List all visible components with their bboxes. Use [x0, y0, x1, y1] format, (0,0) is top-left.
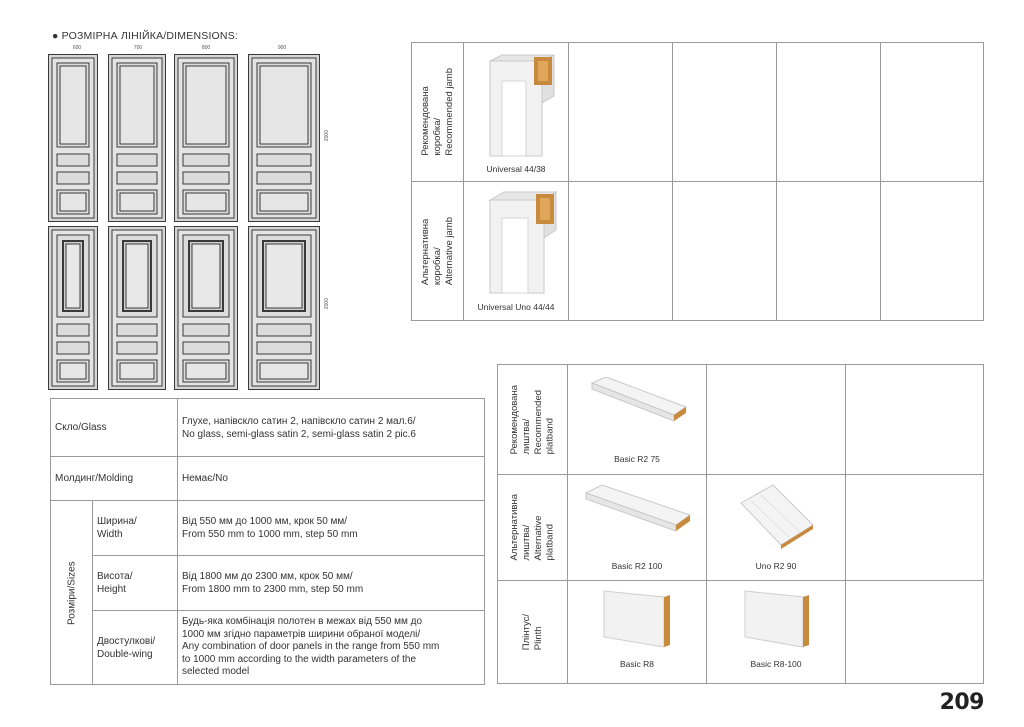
- plinth-basic-r8-image: [600, 587, 676, 651]
- glass-value-en: No glass, semi-glass satin 2, semi-glass satin 2 pic.6: [182, 428, 416, 440]
- molding-row: [51, 457, 485, 501]
- recommended-jamb-label-line-3: Recommended jamb: [443, 68, 455, 156]
- height-label: [93, 556, 178, 611]
- double-wing-label: [93, 611, 178, 685]
- height-label-top: 2000: [324, 130, 330, 142]
- jamb-empty-cell: [569, 182, 673, 321]
- recommended-platband-label-line-4: platband: [544, 417, 556, 455]
- page-number: 209: [939, 690, 984, 715]
- recommended-jamb-label-line-2: коробка/: [431, 117, 443, 156]
- recommended-platband-name: Basic R2 75: [614, 454, 660, 464]
- door-glass-drawing-900: [248, 226, 320, 390]
- door-drawing-900: [248, 54, 320, 222]
- height-label-ua: Висота/: [97, 571, 133, 582]
- jamb-empty-cell: [777, 43, 881, 182]
- recommended-jamb-label: [412, 43, 464, 182]
- glass-label: Скло/Glass: [51, 399, 178, 457]
- plinth-label: [498, 581, 568, 684]
- alternative-platband-name-2: Uno R2 90: [755, 561, 797, 571]
- alternative-platband-label-line-2: лиштва/: [520, 525, 532, 561]
- height-label-bottom: 2000: [324, 298, 330, 310]
- jamb-empty-cell: [881, 43, 984, 182]
- recommended-platband-label-line-2: лиштва/: [520, 418, 532, 455]
- jamb-empty-cell: [569, 43, 673, 182]
- width-row: [51, 501, 485, 556]
- recommended-jamb-row: [412, 43, 984, 182]
- sizes-label: Розміри/Sizes: [51, 501, 93, 685]
- alternative-jamb-cell: [464, 182, 569, 321]
- alternative-platband-cell-2: [707, 475, 846, 581]
- double-wing-value-line-5: selected model: [182, 666, 250, 678]
- alternative-platband-label: [498, 475, 568, 581]
- recommended-jamb-cell: [464, 43, 569, 182]
- width-label-800: 800: [201, 45, 211, 51]
- alternative-platband-cell-1: [568, 475, 707, 581]
- jamb-universal-image: [482, 51, 562, 161]
- door-glass-drawing-800: [174, 226, 238, 390]
- width-label-700: 700: [133, 45, 143, 51]
- plinth-label-line-2: Plinth: [532, 626, 544, 651]
- double-wing-value-line-3: Any combination of door panels in the range from 550 mm: [182, 641, 440, 653]
- glass-value-ua: Глухе, напівскло сатин 2, напівскло сатин 2 мал.6/: [182, 415, 416, 427]
- width-label: [93, 501, 178, 556]
- dimensions-title: ● РОЗМІРНА ЛІНІЙКА/DIMENSIONS:: [52, 30, 239, 42]
- platband-basic-r2-75-image: [588, 377, 688, 433]
- jamb-empty-cell: [881, 182, 984, 321]
- width-label-900: 900: [277, 45, 287, 51]
- alternative-jamb-label-line-3: Alternative jamb: [443, 216, 455, 286]
- platband-empty-cell: [846, 475, 984, 581]
- door-glass-drawing-600: [48, 226, 98, 390]
- recommended-platband-label-line-1: Рекомендована: [508, 384, 520, 455]
- door-drawing-600: [48, 54, 98, 222]
- specifications-table: [50, 398, 485, 685]
- jamb-empty-cell: [777, 182, 881, 321]
- plinth-label-line-1: Плінтус/: [520, 613, 532, 651]
- alternative-platband-row: [498, 475, 984, 581]
- jamb-universal-uno-image: [482, 188, 562, 298]
- door-drawing-700: [108, 54, 166, 222]
- width-label-600: 600: [72, 45, 82, 51]
- width-label-ua: Ширина/: [97, 516, 137, 527]
- alternative-jamb-name: Universal Uno 44/44: [477, 302, 555, 312]
- height-value: [178, 556, 485, 611]
- width-value-en: From 550 mm to 1000 mm, step 50 mm: [182, 529, 358, 540]
- platband-empty-cell: [846, 581, 984, 684]
- platband-empty-cell: [846, 365, 984, 475]
- plinth-cell-1: [568, 581, 707, 684]
- jamb-empty-cell: [673, 43, 777, 182]
- door-dimension-drawings: [48, 40, 338, 395]
- alternative-jamb-row: [412, 182, 984, 321]
- double-wing-value-line-2: 1000 мм згідно параметрів ширини обраної моделі/: [182, 628, 421, 640]
- alternative-platband-label-line-4: platband: [544, 524, 556, 561]
- door-drawing-800: [174, 54, 238, 222]
- platband-empty-cell: [707, 365, 846, 475]
- recommended-platband-cell: [568, 365, 707, 475]
- height-value-en: From 1800 mm to 2300 mm, step 50 mm: [182, 584, 364, 595]
- double-wing-value: [178, 611, 485, 685]
- width-label-en: Width: [97, 529, 123, 540]
- plinth-basic-r8-100-image: [741, 587, 817, 651]
- molding-label: Молдинг/Molding: [51, 457, 178, 501]
- platband-table: [497, 364, 984, 684]
- double-wing-label-ua: Двостулкові/: [97, 635, 156, 647]
- molding-value: Немає/No: [178, 457, 485, 501]
- double-wing-label-en: Double-wing: [97, 648, 153, 660]
- recommended-platband-label-line-3: Recommended: [532, 389, 544, 455]
- width-value-ua: Від 550 мм до 1000 мм, крок 50 мм/: [182, 516, 348, 527]
- height-label-en: Height: [97, 584, 126, 595]
- recommended-platband-row: [498, 365, 984, 475]
- plinth-cell-2: [707, 581, 846, 684]
- alternative-platband-name-1: Basic R2 100: [611, 561, 663, 571]
- double-wing-row: [51, 611, 485, 685]
- recommended-platband-label: [498, 365, 568, 475]
- plinth-name-1: Basic R8: [619, 659, 654, 669]
- height-value-ua: Від 1800 мм до 2300 мм, крок 50 мм/: [182, 571, 353, 582]
- jamb-table: [411, 42, 984, 321]
- plinth-row: [498, 581, 984, 684]
- plinth-name-2: Basic R8-100: [750, 659, 802, 669]
- double-wing-value-line-1: Будь-яка комбінація полотен в межах від 550 мм до: [182, 616, 423, 628]
- recommended-jamb-label-line-1: Рекомендована: [419, 86, 431, 156]
- alternative-jamb-label: [412, 182, 464, 321]
- platband-uno-r2-90-image: [737, 481, 817, 551]
- alternative-platband-label-line-1: Альтернативна: [508, 494, 520, 561]
- double-wing-value-line-4: to 1000 mm according to the width parameters of the: [182, 653, 417, 665]
- glass-row: [51, 399, 485, 457]
- height-row: [51, 556, 485, 611]
- alternative-jamb-label-line-1: Альтернативна: [419, 218, 431, 286]
- door-glass-drawing-700: [108, 226, 166, 390]
- jamb-empty-cell: [673, 182, 777, 321]
- alternative-jamb-label-line-2: коробка/: [431, 247, 443, 286]
- glass-value: [178, 399, 485, 457]
- width-value: [178, 501, 485, 556]
- recommended-jamb-name: Universal 44/38: [486, 164, 546, 174]
- platband-basic-r2-100-image: [582, 485, 692, 541]
- alternative-platband-label-line-3: Alternative: [532, 515, 544, 561]
